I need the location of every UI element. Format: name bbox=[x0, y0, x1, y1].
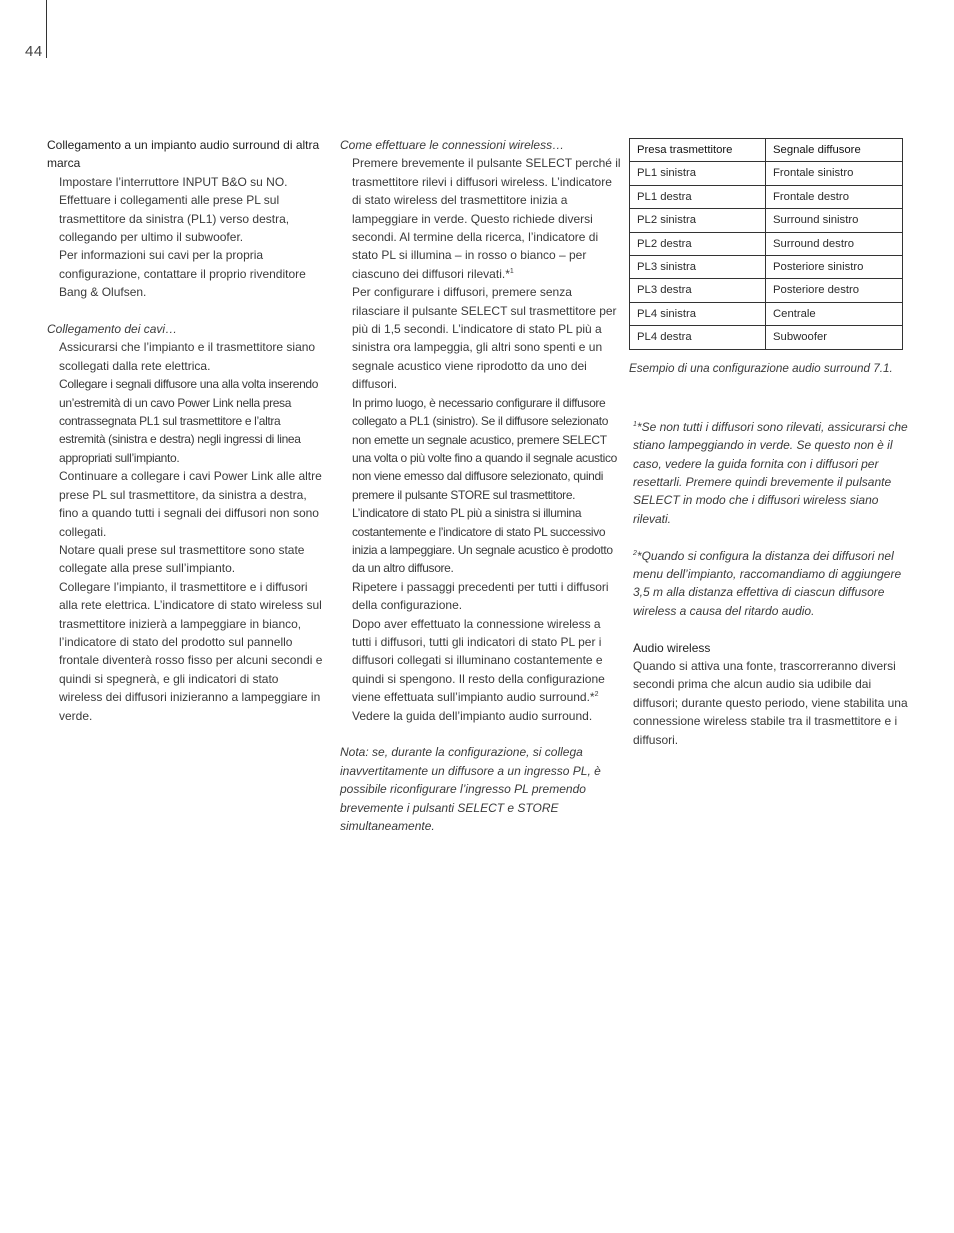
wireless-step: Dopo aver effettuato la connessione wireless a tutti i diffusori, tutti gli indicatori di stato PL per i diffusori collegati si illuminano costantemente e quindi si spengono. Il resto della configurazione viene effettuata sull’impianto audio surround.*$^2$ Vedere la guida dell’impianto audio surround. bbox=[352, 616, 605, 723]
table-row bbox=[630, 185, 903, 208]
right-column bbox=[629, 136, 919, 749]
wireless-step: Per configurare i diffusori, premere senza rilasciare il pulsante SELECT sul trasmettitore per più di 1,5 secondi. L’indicatore di stato PL più a sinistra ora lampeggia, gli altri sono spenti e un segnale acustico viene riprodotto da uno dei diffusori. bbox=[352, 285, 617, 392]
footnote-ref-2: 2 bbox=[594, 691, 599, 699]
table-cell: PL3 destra bbox=[630, 279, 766, 302]
table-cell: Subwoofer bbox=[766, 326, 903, 349]
table-cell: Posteriore sinistro bbox=[766, 256, 903, 279]
intro-item: Per informazioni sui cavi per la propria configurazione, contattare il proprio rivenditore Bang & Olufsen. bbox=[59, 248, 306, 300]
cables-step: Continuare a collegare i cavi Power Link alle altre prese PL sul trasmettitore, da sinistra a destra, fino a quando tutti i segnali dei diffusori non sono collegati. bbox=[59, 469, 322, 539]
wireless-step: Premere brevemente il pulsante SELECT perché il trasmettitore rilevi i diffusori wireless. L’indicatore di stato wireless del trasmettitore inizia a lampeggiare in verde. Questo richiede diversi secondi. Al termine della ricerca, l’indicatore di stato PL si illumina – in rosso o bianco – per ciascuno dei diffusori rilevati.*$^1$ bbox=[352, 156, 621, 281]
table-header: Segnale diffusore bbox=[766, 139, 903, 162]
table-header: Presa trasmettitore bbox=[630, 139, 766, 162]
speaker-config-table bbox=[629, 138, 903, 350]
cables-steps bbox=[47, 338, 325, 725]
table-cell: PL2 sinistra bbox=[630, 209, 766, 232]
wireless-step: Ripetere i passaggi precedenti per tutti i diffusori della configurazione. bbox=[352, 579, 609, 613]
table-cell: PL4 destra bbox=[630, 326, 766, 349]
left-column bbox=[47, 136, 325, 725]
table-cell: Centrale bbox=[766, 302, 903, 325]
wireless-step: In primo luogo, è necessario configurare il diffusore collegato a PL1 (sinistro). Se il diffusore selezionato non emette un segnale acustico, premere SELECT una volta o più volte fino a quando il segnale acustico non viene emesso dal diffusore selezionato, quindi premere il pulsante STORE sul trasmettitore. L’indicatore di stato PL più a sinistra si illumina costantemente e l’indicatore di stato PL successivo inizia a lampeggiare. Un segnale acustico è prodotto da un altro diffusore. bbox=[352, 395, 617, 576]
page-margin-rule bbox=[46, 0, 47, 58]
table-cell: Surround sinistro bbox=[766, 209, 903, 232]
table-row bbox=[630, 256, 903, 279]
table-caption: Esempio di una configurazione audio surround 7.1. bbox=[629, 361, 893, 375]
audio-wireless-heading: Audio wireless bbox=[633, 640, 711, 655]
footnote-2: $^2$*Quando si configura la distanza dei diffusori nel menu dell’impianto, raccomandiamo di aggiungere 3,5 m alla distanza effettiva di ciascun diffusore wireless a causa del ritardo audio. bbox=[633, 548, 902, 618]
configuration-note: Nota: se, durante la configurazione, si collega inavvertitamente un diffusore a un ingresso PL, è possibile riconfigurare l’ingresso PL premendo brevemente i pulsanti SELECT e STORE simultaneamente. bbox=[340, 745, 601, 834]
table-header-row bbox=[630, 139, 903, 162]
section-heading-surround: Collegamento a un impianto audio surround di altra marca bbox=[47, 138, 320, 171]
intro-item: Impostare l’interruttore INPUT B&O su NO. bbox=[59, 174, 288, 189]
table-row bbox=[630, 232, 903, 255]
table-cell: PL2 destra bbox=[630, 232, 766, 255]
table-cell: PL1 destra bbox=[630, 185, 766, 208]
middle-column bbox=[340, 136, 622, 835]
table-cell: PL4 sinistra bbox=[630, 302, 766, 325]
table-cell: Frontale destro bbox=[766, 185, 903, 208]
audio-wireless-text: Quando si attiva una fonte, trascorreranno diversi secondi prima che alcun audio sia udibile dai diffusori; durante questo periodo, viene stabilita una connessione wireless stabile tra il trasmettitore e i diffusori. bbox=[633, 659, 908, 747]
table-row bbox=[630, 326, 903, 349]
footnotes bbox=[629, 390, 919, 749]
intro-list bbox=[47, 173, 325, 302]
footnote-1: $^1$*Se non tutti i diffusori sono rilevati, assicurarsi che stiano lampeggiando in verde. Se questo non è il caso, vedere la guida fornita con i diffusori per resettarli. Premere quindi brevemente il pulsante SELECT in modo che i diffusori wireless siano rilevati. bbox=[633, 419, 908, 526]
table-row bbox=[630, 209, 903, 232]
table-cell: Posteriore destro bbox=[766, 279, 903, 302]
cables-step: Notare quali prese sul trasmettitore sono state collegate alla prese sull’impianto. bbox=[59, 542, 305, 576]
table-cell: Frontale sinistro bbox=[766, 162, 903, 185]
wireless-steps bbox=[340, 154, 622, 725]
table-row bbox=[630, 162, 903, 185]
cables-heading: Collegamento dei cavi… bbox=[47, 322, 178, 337]
footnote-ref-1: 1 bbox=[509, 267, 514, 275]
table-cell: PL1 sinistra bbox=[630, 162, 766, 185]
cables-step: Assicurarsi che l’impianto e il trasmettitore siano scollegati dalla rete elettrica. bbox=[59, 340, 316, 373]
table-row bbox=[630, 302, 903, 325]
page-number: 44 bbox=[25, 43, 43, 60]
cables-step: Collegare l’impianto, il trasmettitore e i diffusori alla rete elettrica. L’indicatore di stato wireless sul trasmettitore inizierà a lampeggiare in bianco, l’indicatore di stato del prodotto sul pannello frontale diventerà rosso fisso per alcuni secondi e quindi si spegnerà, e gli indicatori di stato wireless dei diffusori inizieranno a lampeggiare in verde. bbox=[59, 579, 323, 723]
cables-step: Collegare i segnali diffusore una alla volta inserendo un’estremità di un cavo Power Link nella presa contrassegnata PL1 sul trasmettitore e l’altra estremità (sinistra e destra) negli ingressi di linea appropriati sull’impianto. bbox=[59, 377, 319, 465]
intro-item: Effettuare i collegamenti alle prese PL sul trasmettitore da sinistra (PL1) verso destra, collegando per ultimo il subwoofer. bbox=[59, 193, 290, 245]
table-cell: Surround destro bbox=[766, 232, 903, 255]
table-cell: PL3 sinistra bbox=[630, 256, 766, 279]
table-row bbox=[630, 279, 903, 302]
wireless-heading: Come effettuare le connessioni wireless… bbox=[340, 138, 565, 152]
